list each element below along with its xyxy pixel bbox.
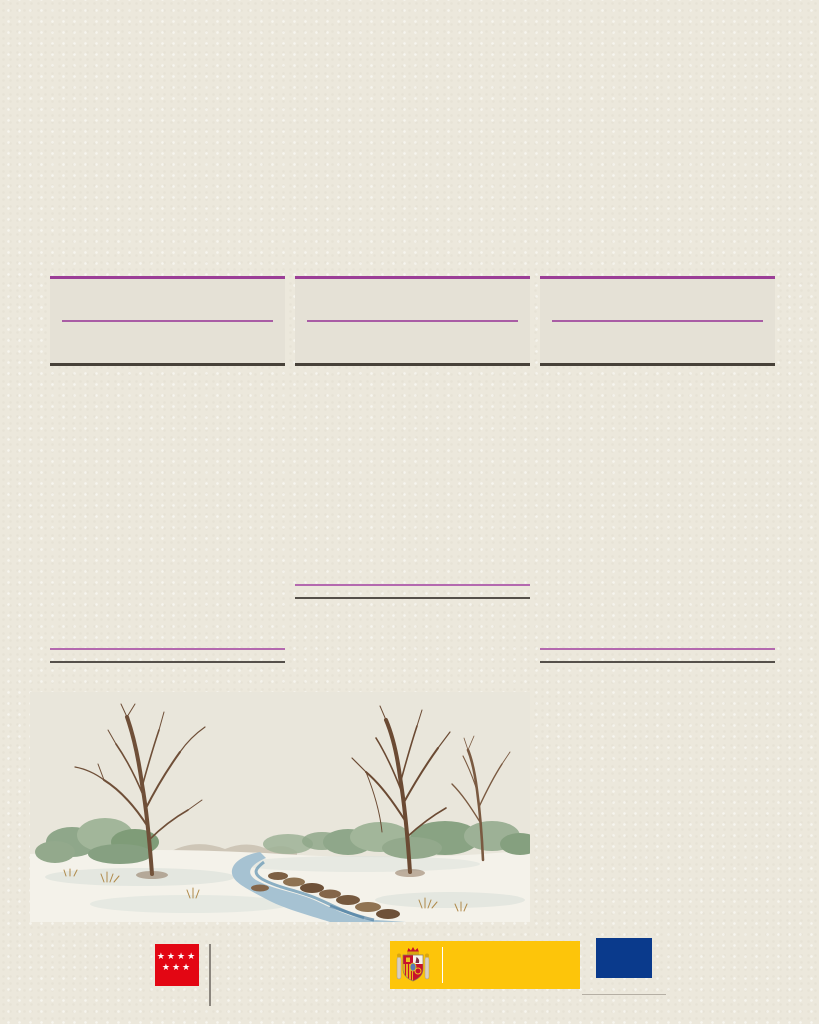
- brand-logo: [552, 176, 782, 177]
- winter-landscape-illustration: [30, 692, 530, 922]
- event-date: [552, 285, 763, 322]
- event-header: [295, 276, 530, 366]
- event-place: [50, 648, 285, 663]
- event-audience: [307, 328, 518, 345]
- event-card-1: [50, 276, 285, 424]
- divider: [442, 947, 443, 983]
- divider: [209, 944, 211, 1006]
- event-place: [295, 584, 530, 599]
- spain-government-logo: [390, 941, 580, 989]
- event-date: [307, 285, 518, 322]
- spain-coat-of-arms-icon: [396, 945, 430, 985]
- madrid-flag-icon: ★★★★ ★★★: [155, 944, 199, 986]
- madrid-name: [155, 990, 199, 1004]
- event-date: [62, 285, 273, 322]
- madrid-left: [155, 944, 199, 1004]
- event-header: [50, 276, 285, 366]
- eu-logo: [582, 938, 666, 997]
- event-audience: [552, 328, 763, 345]
- event-audience: [62, 328, 273, 345]
- brand-dots-trail: [495, 128, 795, 228]
- event-header: [540, 276, 775, 366]
- eu-tagline: [582, 994, 666, 997]
- event-card-3: [540, 276, 775, 424]
- event-card-2: [295, 276, 530, 381]
- eu-fund: [582, 981, 666, 991]
- season-label: [787, 50, 794, 68]
- event-title: [50, 381, 285, 410]
- eu-flag-icon: [596, 938, 652, 978]
- madrid-logo: [155, 944, 221, 1006]
- event-place: [540, 648, 775, 663]
- event-title: [540, 381, 775, 410]
